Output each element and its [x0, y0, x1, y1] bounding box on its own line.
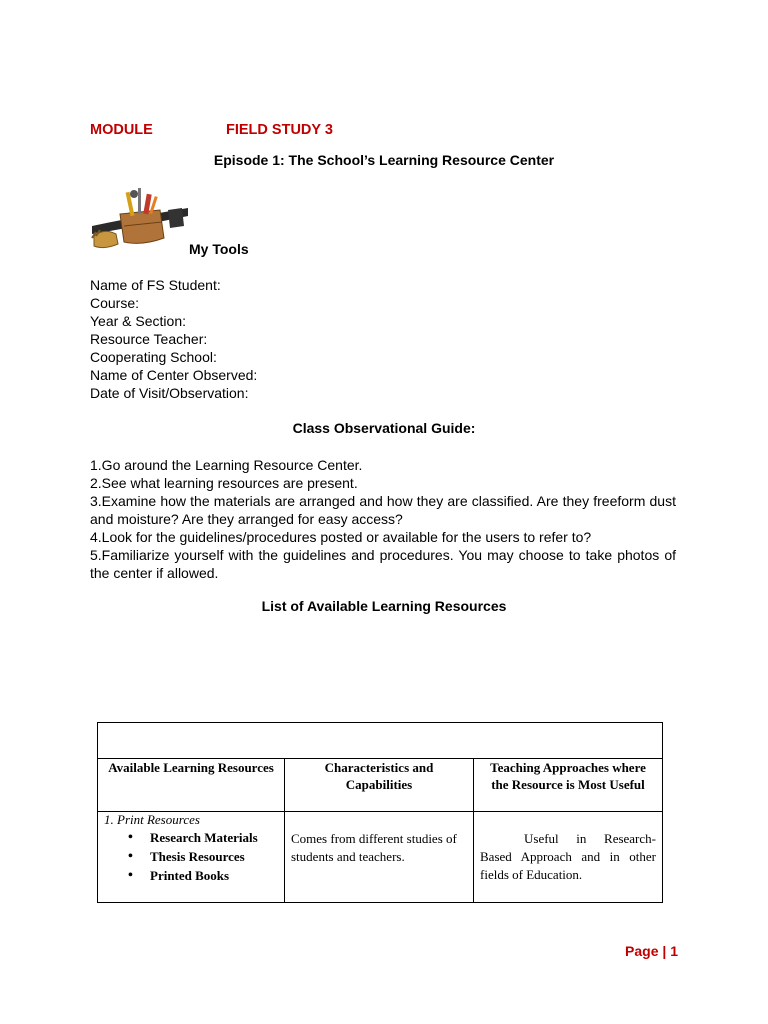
list-item: • Thesis Resources	[150, 847, 278, 866]
characteristics-cell: Comes from different studies of students and teachers.	[285, 812, 474, 903]
student-info-fields	[90, 276, 257, 402]
resources-table	[97, 722, 663, 903]
observation-steps	[90, 456, 676, 582]
field-date-visit: Date of Visit/Observation:	[90, 385, 249, 401]
header-available-resources: Available Learning Resources	[98, 759, 285, 812]
table-blank-cell	[98, 723, 663, 759]
step-item: 2.See what learning resources are present.	[90, 475, 358, 491]
field-course: Course:	[90, 295, 140, 311]
resources-title: List of Available Learning Resources	[261, 598, 507, 614]
field-year-section: Year & Section:	[90, 313, 186, 329]
print-resources-label: 1. Print Resources	[104, 812, 200, 827]
field-study-label: FIELD STUDY 3	[226, 122, 333, 138]
observation-guide-title: Class Observational Guide:	[292, 420, 476, 436]
toolbelt-icon	[90, 186, 190, 252]
header-characteristics: Characteristics and Capabilities	[285, 759, 474, 812]
resource-cell	[98, 812, 285, 903]
episode-title: Episode 1: The School’s Learning Resource Center	[213, 152, 555, 168]
field-cooperating-school: Cooperating School:	[90, 349, 217, 365]
teaching-approach-cell: Useful in Research-Based Approach and in other fields of Education.	[474, 812, 663, 903]
table-header-row	[98, 759, 663, 812]
header-teaching-approaches: Teaching Approaches where the Resource is Most Useful	[474, 759, 663, 812]
print-resources-list	[104, 828, 278, 885]
module-label: MODULE	[90, 122, 153, 138]
field-fs-student: Name of FS Student:	[90, 277, 221, 293]
step-item: 3.Examine how the materials are arranged and how they are classified. Are they freeform dust and moisture? Are they arranged for easy access?	[90, 493, 676, 527]
step-item: 1.Go around the Learning Resource Center.	[90, 457, 363, 473]
field-resource-teacher: Resource Teacher:	[90, 331, 208, 347]
list-item: • Printed Books	[150, 866, 278, 885]
my-tools-label: My Tools	[189, 241, 249, 257]
step-item: 4.Look for the guidelines/procedures posted or available for the users to refer to?	[90, 529, 592, 545]
step-item: 5.Familiarize yourself with the guidelines and procedures. You may choose to take photos of the center if allowed.	[90, 547, 676, 581]
table-blank-row	[98, 723, 663, 759]
table-row	[98, 812, 663, 903]
field-center-observed: Name of Center Observed:	[90, 367, 258, 383]
page-number: Page | 1	[625, 943, 678, 959]
list-item: • Research Materials	[150, 828, 278, 847]
